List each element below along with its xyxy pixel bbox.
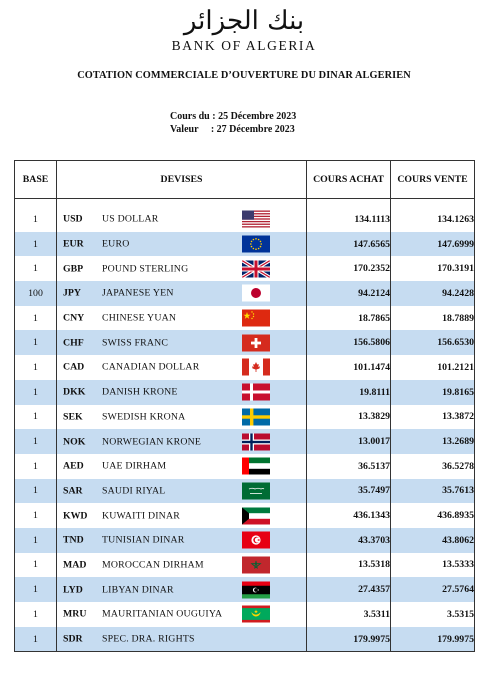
currency-name: POUND STERLING bbox=[102, 263, 189, 275]
currency-cell bbox=[57, 256, 307, 281]
currency-cell bbox=[57, 429, 307, 454]
currency-code: SAR bbox=[63, 485, 83, 497]
table-row bbox=[15, 602, 475, 627]
base-cell: 1 bbox=[15, 553, 57, 578]
currency-cell bbox=[57, 281, 307, 306]
base-cell: 1 bbox=[15, 306, 57, 331]
base-cell: 1 bbox=[15, 528, 57, 553]
bank-logo bbox=[0, 6, 488, 54]
cours-date: Cours du : 25 Décembre 2023 bbox=[170, 111, 297, 122]
base-cell: 1 bbox=[15, 627, 57, 652]
table-row bbox=[15, 355, 475, 380]
table-row bbox=[15, 479, 475, 504]
table-row bbox=[15, 405, 475, 430]
rates-body bbox=[15, 199, 475, 652]
currency-code: JPY bbox=[63, 287, 81, 299]
logo-arabic-text: بنك الجزائر bbox=[183, 6, 305, 36]
eu-flag-icon bbox=[242, 236, 270, 253]
table-row bbox=[15, 380, 475, 405]
table-row bbox=[15, 232, 475, 257]
table-header-row bbox=[15, 161, 475, 199]
currency-code: SDR bbox=[63, 633, 83, 645]
table-row bbox=[15, 256, 475, 281]
currency-cell bbox=[57, 503, 307, 528]
currency-name: SWISS FRANC bbox=[102, 337, 169, 349]
currency-name: CHINESE YUAN bbox=[102, 312, 177, 324]
cours-achat-cell: 156.5806 bbox=[307, 330, 391, 355]
canada-flag-icon bbox=[242, 359, 270, 376]
table-row bbox=[15, 454, 475, 479]
cours-achat-cell: 35.7497 bbox=[307, 479, 391, 504]
sweden-flag-icon bbox=[242, 408, 270, 425]
currency-name: CANADIAN DOLLAR bbox=[102, 361, 200, 373]
cours-vente-cell: 13.3872 bbox=[391, 405, 475, 430]
currency-name: US DOLLAR bbox=[102, 213, 159, 225]
cours-vente-cell: 147.6999 bbox=[391, 232, 475, 257]
libya-flag-icon bbox=[242, 581, 270, 598]
currency-name: MAURITANIAN OUGUIYA bbox=[102, 608, 223, 620]
table-row bbox=[15, 528, 475, 553]
currency-name: LIBYAN DINAR bbox=[102, 584, 174, 596]
base-cell: 1 bbox=[15, 207, 57, 232]
table-row bbox=[15, 281, 475, 306]
cours-vente-cell: 19.8165 bbox=[391, 380, 475, 405]
base-cell: 1 bbox=[15, 380, 57, 405]
currency-cell bbox=[57, 528, 307, 553]
currency-cell bbox=[57, 454, 307, 479]
header-cours-vente: COURS VENTE bbox=[391, 161, 475, 199]
base-cell: 1 bbox=[15, 602, 57, 627]
currency-code: CAD bbox=[63, 361, 85, 373]
cours-vente-cell: 94.2428 bbox=[391, 281, 475, 306]
cours-achat-cell: 13.0017 bbox=[307, 429, 391, 454]
table-row bbox=[15, 306, 475, 331]
cours-vente-cell: 35.7613 bbox=[391, 479, 475, 504]
table-row bbox=[15, 429, 475, 454]
currency-name: NORWEGIAN KRONE bbox=[102, 436, 202, 448]
currency-cell bbox=[57, 232, 307, 257]
header-base: BASE bbox=[15, 161, 57, 199]
base-cell: 1 bbox=[15, 454, 57, 479]
cours-achat-cell: 19.8111 bbox=[307, 380, 391, 405]
currency-code: CHF bbox=[63, 337, 84, 349]
currency-code: KWD bbox=[63, 510, 88, 522]
currency-cell bbox=[57, 553, 307, 578]
currency-name: SWEDISH KRONA bbox=[102, 411, 186, 423]
swiss-flag-icon bbox=[242, 334, 270, 351]
japan-flag-icon bbox=[242, 285, 270, 302]
document-title: COTATION COMMERCIALE D’OUVERTURE DU DINAR ALGERIEN bbox=[77, 70, 411, 81]
currency-cell bbox=[57, 306, 307, 331]
logo-latin-text: BANK OF ALGERIA bbox=[171, 38, 317, 53]
currency-cell bbox=[57, 602, 307, 627]
cours-vente-cell: 156.6530 bbox=[391, 330, 475, 355]
header-cours-achat: COURS ACHAT bbox=[307, 161, 391, 199]
currency-name: JAPANESE YEN bbox=[102, 287, 174, 299]
currency-code: LYD bbox=[63, 584, 83, 596]
cours-achat-cell: 13.5318 bbox=[307, 553, 391, 578]
currency-name: SAUDI RIYAL bbox=[102, 485, 166, 497]
uk-flag-icon bbox=[242, 260, 270, 277]
mauritania-flag-icon bbox=[242, 606, 270, 623]
currency-name: TUNISIAN DINAR bbox=[102, 534, 185, 546]
base-cell: 1 bbox=[15, 232, 57, 257]
table-row bbox=[15, 330, 475, 355]
currency-code: CNY bbox=[63, 312, 85, 324]
base-cell: 1 bbox=[15, 256, 57, 281]
currency-code: SEK bbox=[63, 411, 83, 423]
uae-flag-icon bbox=[242, 458, 270, 475]
cours-achat-cell: 43.3703 bbox=[307, 528, 391, 553]
us-flag-icon bbox=[242, 211, 270, 228]
valeur-date: Valeur : 27 Décembre 2023 bbox=[170, 124, 295, 135]
denmark-flag-icon bbox=[242, 384, 270, 401]
currency-name: MOROCCAN DIRHAM bbox=[102, 559, 204, 571]
currency-code: MRU bbox=[63, 608, 87, 620]
morocco-flag-icon bbox=[242, 556, 270, 573]
spacer-row bbox=[15, 199, 475, 208]
currency-name: UAE DIRHAM bbox=[102, 460, 167, 472]
base-cell: 1 bbox=[15, 355, 57, 380]
currency-code: DKK bbox=[63, 386, 86, 398]
cours-vente-cell: 3.5315 bbox=[391, 602, 475, 627]
table-row bbox=[15, 503, 475, 528]
cours-achat-cell: 179.9975 bbox=[307, 627, 391, 652]
currency-cell bbox=[57, 207, 307, 232]
cours-vente-cell: 134.1263 bbox=[391, 207, 475, 232]
cours-achat-cell: 101.1474 bbox=[307, 355, 391, 380]
currency-cell bbox=[57, 405, 307, 430]
cours-vente-cell: 101.2121 bbox=[391, 355, 475, 380]
currency-name: EURO bbox=[102, 238, 130, 250]
currency-code: GBP bbox=[63, 263, 84, 275]
currency-code: USD bbox=[63, 213, 83, 225]
cours-vente-cell: 27.5764 bbox=[391, 577, 475, 602]
china-flag-icon bbox=[242, 310, 270, 327]
currency-cell bbox=[57, 479, 307, 504]
cours-achat-cell: 13.3829 bbox=[307, 405, 391, 430]
currency-name: DANISH KRONE bbox=[102, 386, 178, 398]
base-cell: 1 bbox=[15, 577, 57, 602]
currency-cell bbox=[57, 355, 307, 380]
header-devises: DEVISES bbox=[57, 161, 307, 199]
currency-code: TND bbox=[63, 534, 84, 546]
cours-vente-cell: 43.8062 bbox=[391, 528, 475, 553]
cours-vente-cell: 179.9975 bbox=[391, 627, 475, 652]
base-cell: 1 bbox=[15, 330, 57, 355]
base-cell: 1 bbox=[15, 429, 57, 454]
cours-vente-cell: 36.5278 bbox=[391, 454, 475, 479]
currency-code: MAD bbox=[63, 559, 87, 571]
cours-achat-cell: 27.4357 bbox=[307, 577, 391, 602]
currency-cell bbox=[57, 577, 307, 602]
currency-code: EUR bbox=[63, 238, 84, 250]
cours-achat-cell: 170.2352 bbox=[307, 256, 391, 281]
cours-achat-cell: 134.1113 bbox=[307, 207, 391, 232]
cours-achat-cell: 94.2124 bbox=[307, 281, 391, 306]
cours-vente-cell: 18.7889 bbox=[391, 306, 475, 331]
date-block bbox=[170, 110, 296, 136]
cours-achat-cell: 3.5311 bbox=[307, 602, 391, 627]
currency-name: KUWAITI DINAR bbox=[102, 510, 180, 522]
cours-achat-cell: 18.7865 bbox=[307, 306, 391, 331]
currency-code: NOK bbox=[63, 436, 86, 448]
tunisia-flag-icon bbox=[242, 532, 270, 549]
norway-flag-icon bbox=[242, 433, 270, 450]
currency-cell bbox=[57, 627, 307, 652]
cours-achat-cell: 436.1343 bbox=[307, 503, 391, 528]
currency-cell bbox=[57, 330, 307, 355]
currency-name: SPEC. DRA. RIGHTS bbox=[102, 633, 195, 645]
table-row bbox=[15, 577, 475, 602]
cours-achat-cell: 36.5137 bbox=[307, 454, 391, 479]
base-cell: 1 bbox=[15, 503, 57, 528]
currency-code: AED bbox=[63, 460, 84, 472]
base-cell: 100 bbox=[15, 281, 57, 306]
rates-table bbox=[14, 160, 475, 652]
base-cell: 1 bbox=[15, 479, 57, 504]
cours-vente-cell: 13.2689 bbox=[391, 429, 475, 454]
table-row bbox=[15, 627, 475, 652]
kuwait-flag-icon bbox=[242, 507, 270, 524]
table-row bbox=[15, 553, 475, 578]
cours-achat-cell: 147.6565 bbox=[307, 232, 391, 257]
saudi-flag-icon bbox=[242, 482, 270, 499]
cours-vente-cell: 436.8935 bbox=[391, 503, 475, 528]
currency-cell bbox=[57, 380, 307, 405]
base-cell: 1 bbox=[15, 405, 57, 430]
cours-vente-cell: 170.3191 bbox=[391, 256, 475, 281]
table-row bbox=[15, 207, 475, 232]
cours-vente-cell: 13.5333 bbox=[391, 553, 475, 578]
